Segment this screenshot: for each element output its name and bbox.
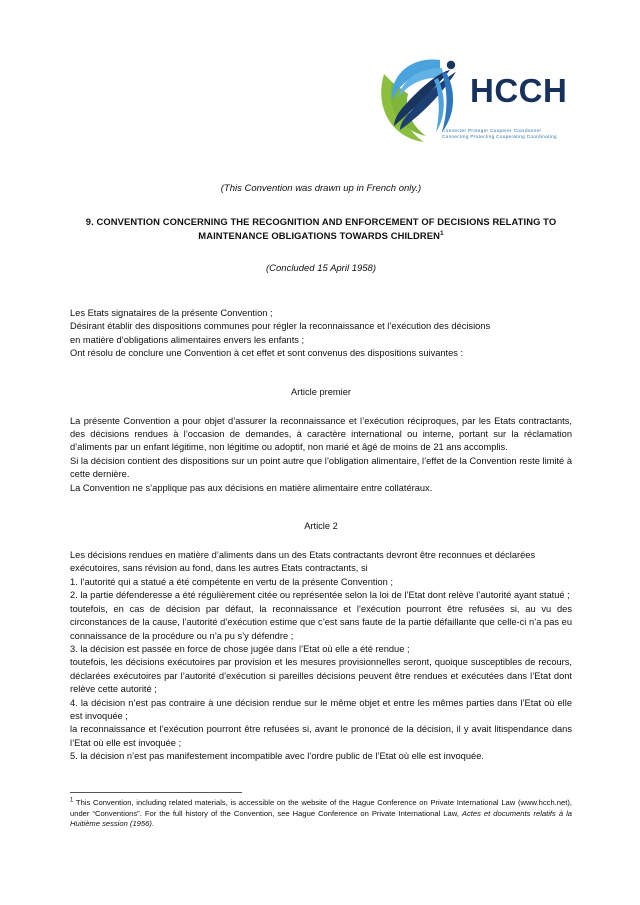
- footnote-area: [70, 792, 572, 830]
- title-footnote-marker: 1: [439, 229, 444, 237]
- preamble-line: en matière d’obligations alimentaires envers les enfants ;: [70, 334, 305, 345]
- article-heading-1: Article premier: [291, 386, 351, 397]
- language-note: (This Convention was drawn up in French only.): [220, 183, 422, 194]
- preamble: [70, 307, 572, 361]
- footnote-italic-title: Actes et documents relatifs à la Huitième session (1956): [70, 808, 572, 829]
- article-heading-2: Article 2: [304, 521, 338, 532]
- hcch-wordmark: HCCH: [470, 72, 568, 109]
- article-body-2: [70, 549, 572, 764]
- article-paragraph: toutefois, les décisions exécutoires par provision et les mesures provisionnelles seront, quoique susceptibles de recours, déclarées exécutoires par l’autorité d’exécution si pareilles décisions peuvent être rendues et exécutées dans l’Etat dont relève cette autorité ;: [70, 657, 572, 695]
- page-title: [70, 215, 572, 243]
- article-paragraph: 5. la décision n’est pas manifestement incompatible avec l’ordre public de l’Etat où elle est invoquée.: [70, 751, 484, 762]
- article-paragraph: la reconnaissance et l’exécution pourront être refusées si, avant le prononcé de la décision, il y avait litispendance dans l’Etat où elle est invoquée ;: [70, 724, 572, 748]
- preamble-line: Ont résolu de conclure une Convention à cet effet et sont convenus des dispositions suivantes :: [70, 348, 464, 359]
- concluded-date: (Concluded 15 April 1958): [265, 263, 377, 274]
- document-body: [70, 0, 572, 764]
- article-paragraph: 2. la partie défenderesse a été régulièrement citée ou représentée selon la loi de l’Etat dont relève l’autorité ayant statué ;: [70, 590, 570, 601]
- article-paragraph: 1. l’autorité qui a statué a été compétente en vertu de la présente Convention ;: [70, 576, 394, 587]
- footnote-marker: 1: [70, 797, 74, 804]
- article-paragraph: 4. la décision n’est pas contraire à une décision rendue sur le même objet et entre les mêmes parties dans l’Etat où elle est invoquée ;: [70, 697, 572, 721]
- preamble-line: Désirant établir des dispositions communes pour régler la reconnaissance et l’exécution des décisions: [70, 321, 491, 332]
- article-paragraph: Les décisions rendues en matière d’aliments dans un des Etats contractants devront être reconnues et déclarées exécutoires, sans révision au fond, dans les autres Etats contractants, si: [70, 550, 536, 574]
- article-paragraph: Si la décision contient des dispositions sur un point autre que l’obligation alimentaire, l’effet de la Convention reste limité à cette dernière.: [70, 455, 572, 480]
- page-title-text: 9. CONVENTION CONCERNING THE RECOGNITION AND ENFORCEMENT OF DECISIONS RELATING TO MAINTENANCE OBLIGATIONS TOWARDS CHILDREN: [85, 216, 557, 241]
- footnote-part-1: This Convention, including related materials, is accessible on the website of the Hague Conference on Private International Law (www.hcch.net), under “Conventions”. For the full history of the Convention, see Hague Conference on Private International Law,: [70, 798, 572, 818]
- footnote-part-2: .: [151, 819, 155, 829]
- article-paragraph: La Convention ne s’applique pas aux décisions en matière alimentaire entre collatéraux.: [70, 482, 433, 493]
- footnote-separator: [70, 792, 242, 793]
- article-body-1: [70, 415, 572, 495]
- article-paragraph: La présente Convention a pour objet d’assurer la reconnaissance et l’exécution réciproques, par les Etats contractants, des décisions rendues à l’occasion de demandes, à caractère international ou interne, portant sur la réclamation d’aliments par un enfant légitime, non légitime ou adoptif, non marié et âgé de moins de 21 ans accomplis.: [70, 415, 572, 453]
- article-paragraph: toutefois, en cas de décision par défaut, la reconnaissance et l’exécution pourront être refusées si, au vu des circonstances de la cause, l’autorité d’exécution estime que c’est sans faute de la partie défaillante que celle-ci n’a pas eu connaissance de la procédure ou n’a pu s’y défendre ;: [70, 603, 572, 641]
- footnote-text: [70, 798, 572, 830]
- hcch-tagline-line-en: Connecting Protecting Cooperating Coordinating: [442, 134, 557, 139]
- hcch-tagline-line-fr: Connecter Proteger Cooperer Coordonner: [442, 128, 542, 133]
- article-paragraph: 3. la décision est passée en force de chose jugée dans l’Etat où elle a été rendue ;: [70, 643, 410, 654]
- preamble-line: Les Etats signataires de la présente Convention ;: [70, 308, 273, 318]
